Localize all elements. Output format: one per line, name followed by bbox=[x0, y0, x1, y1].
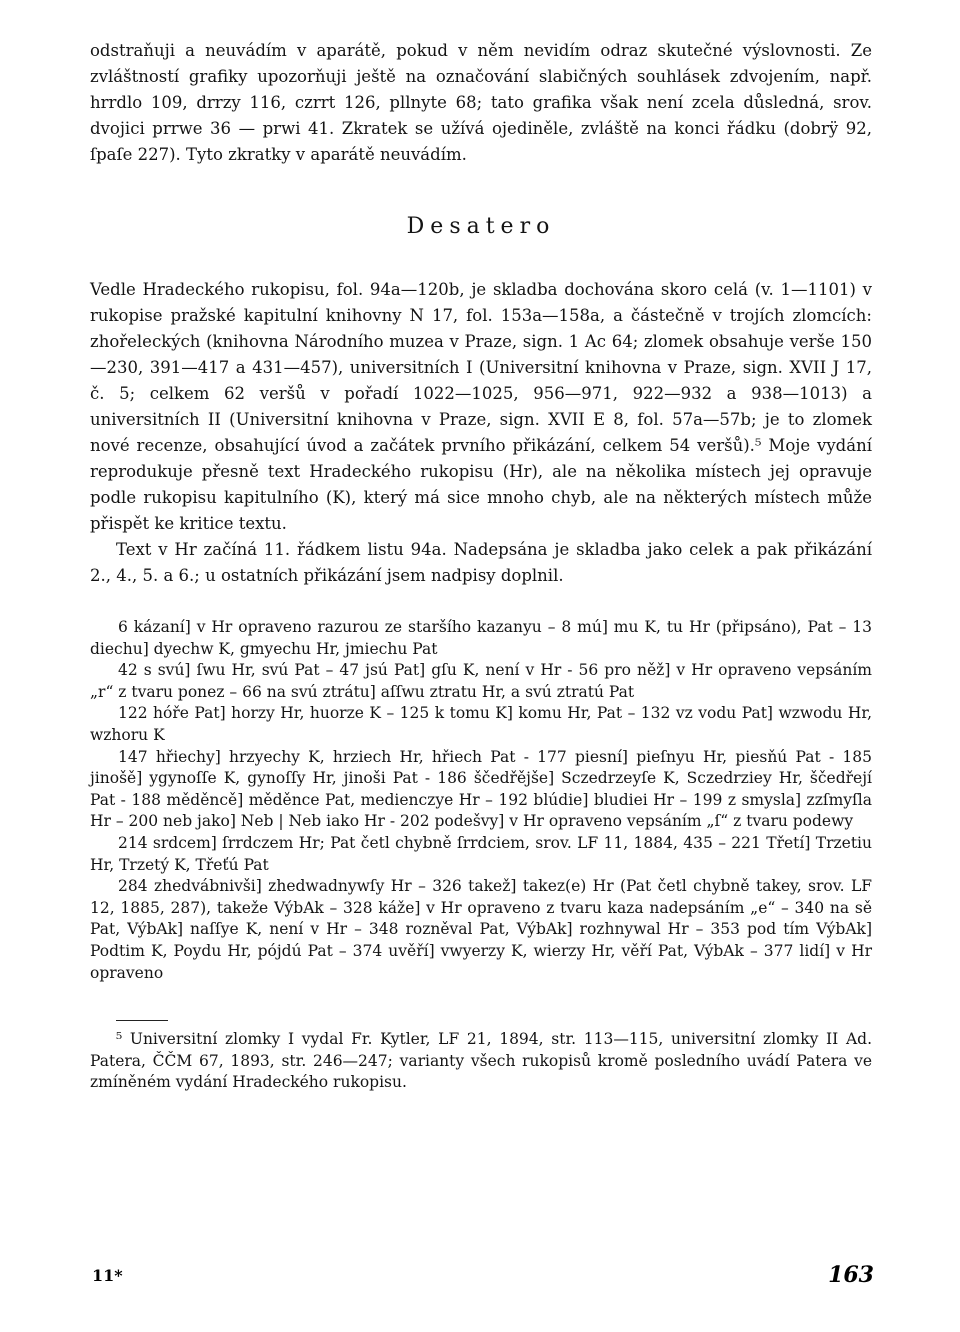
section-heading: Desatero bbox=[406, 214, 556, 239]
body-paragraph-1: Vedle Hradeckého rukopisu, fol. 94a—120b, je skladba dochována skoro celá (v. 1—1101) v rukopise pražské kapitulní knihovny N 17, fol. 153a—158a, a částečně v trojích zlomcích: zhořeleckých (knihovna Národního muzea v Praze, sign. 1 Ac 64; zlomek obsahuje verše 150—230, 391—417 a 431—457), universitních I (Universitní knihovna v Praze, sign. XVII J 17, č. 5; celkem 62 veršů v pořadí 1022—1025, 956—971, 922—932 a 938—1013) a universitních II (Universitní knihovna v Praze, sign. XVII E 8, fol. 57a—57b; je to zlomek nové recenze, obsahující úvod a začátek prvního přikázání, celkem 54 veršů).⁵ Moje vydání reprodukuje přesně text Hradeckého rukopisu (Hr), ale na několika místech jej opravuje podle rukopisu kapitulního (K), který má sice mnoho chyb, ale na některých místech může přispět ke kritice textu. bbox=[90, 280, 872, 533]
apparatus-entry: 122 hóře Pat] horzy Hr, huorze K – 125 k tomu K] komu Hr, Pat – 132 vz vodu Pat] wzwodu Hr, wzhoru K bbox=[90, 704, 872, 744]
apparatus-entry: 42 s svú] ſwu Hr, svú Pat – 47 jsú Pat] gſu K, není v Hr - 56 pro něž] v Hr opraveno vepsáním „r“ z tvaru ponez – 66 na svú ztrátu] aſſwu ztratu Hr, a svú ztratú Pat bbox=[90, 661, 872, 701]
apparatus-entry: 214 srdcem] ſrrdczem Hr; Pat četl chybně ſrrdciem, srov. LF 11, 1884, 435 – 221 Třetí] Trzetiu Hr, Trzetý K, Třeťú Pat bbox=[90, 833, 872, 874]
body-paragraph-2: Text v Hr začíná 11. řádkem listu 94a. Nadepsána je skladba jako celek a pak přikázání 2., 4., 5. a 6.; u ostatních přikázání jsem nadpisy doplnil. bbox=[90, 540, 872, 585]
critical-apparatus bbox=[90, 617, 872, 984]
intro-paragraph: odstraňuji a neuvádím v aparátě, pokud v něm nevidím odraz skutečné výslovnosti. Ze zvláštností grafiky upozorňuji ještě na označování slabičných souhlásek zdvojením, např. hrrdlo 109, drrzy 116, czrrt 126, pllnyte 68; tato grafika však není zcela důsledná, srov. dvojici prrwe 36 — prwi 41. Zkratek se užívá ojediněle, zvláště na konci řádku (dobrÿ 92, ſpaſe 227). Tyto zkratky v aparátě neuvádím. bbox=[90, 41, 872, 164]
apparatus-entry: 147 hřiechy] hrzyechy K, hrziech Hr, hřiech Pat - 177 piesní] pieſnyu Hr, piesňú Pat - 185 jinošě] ygynoſſe K, gynoſſy Hr, jinoši Pat - 186 ščedřějše] Sczedrzeyſe K, Sczedrziey Hr, ščedřejí Pat - 188 měděncě] měděnce Pat, medienczye Hr – 192 blúdie] bludiei Hr – 199 z smysla] zzſmyſla Hr – 200 neb jako] Neb | Neb iako Hr - 202 podešvy] v Hr opraveno vepsáním „ſ“ z tvaru podewy bbox=[90, 747, 872, 831]
footnote-text: ⁵ Universitní zlomky I vydal Fr. Kytler, LF 21, 1894, str. 113—115, universitní zlomky II Ad. Patera, ČČM 67, 1893, str. 246—247; varianty všech rukopisů kromě posledního uvádí Patera ve zmíněném vydání Hradeckého rukopisu. bbox=[90, 1030, 872, 1092]
footnote-block bbox=[90, 1029, 872, 1094]
signature-mark: 11* bbox=[92, 1266, 123, 1285]
apparatus-entry: 284 zhedvábnivši] zhedwadnywſy Hr – 326 takež] takez(e) Hr (Pat četl chybně takey, srov. LF 12, 1885, 287), takeže VýbAk – 328 káže] v Hr opraveno z tvaru kaza nadepsáním „e“ – 340 na sě Pat, VýbAk] naſſye K, není v Hr – 348 rozněval Pat, VýbAk] rozhnywal Hr – 353 pod tím VýbAk] Podtim K, Poydu Hr, pójdú Pat – 374 uvěří] vwyerzy K, wierzy Hr, věří Pat, VýbAk – 377 lidí] v Hr opraveno bbox=[90, 877, 872, 982]
page-number: 163 bbox=[828, 1262, 874, 1288]
intro-block bbox=[90, 38, 872, 168]
section-body bbox=[90, 277, 872, 589]
footnote-divider bbox=[116, 1020, 168, 1021]
page-content bbox=[90, 38, 872, 1094]
apparatus-entry: 6 kázaní] v Hr opraveno razurou ze staršího kazanyu – 8 mú] mu K, tu Hr (připsáno), Pat – 13 diechu] dyechw K, gmyechu Hr, jmiechu Pat bbox=[90, 618, 872, 658]
